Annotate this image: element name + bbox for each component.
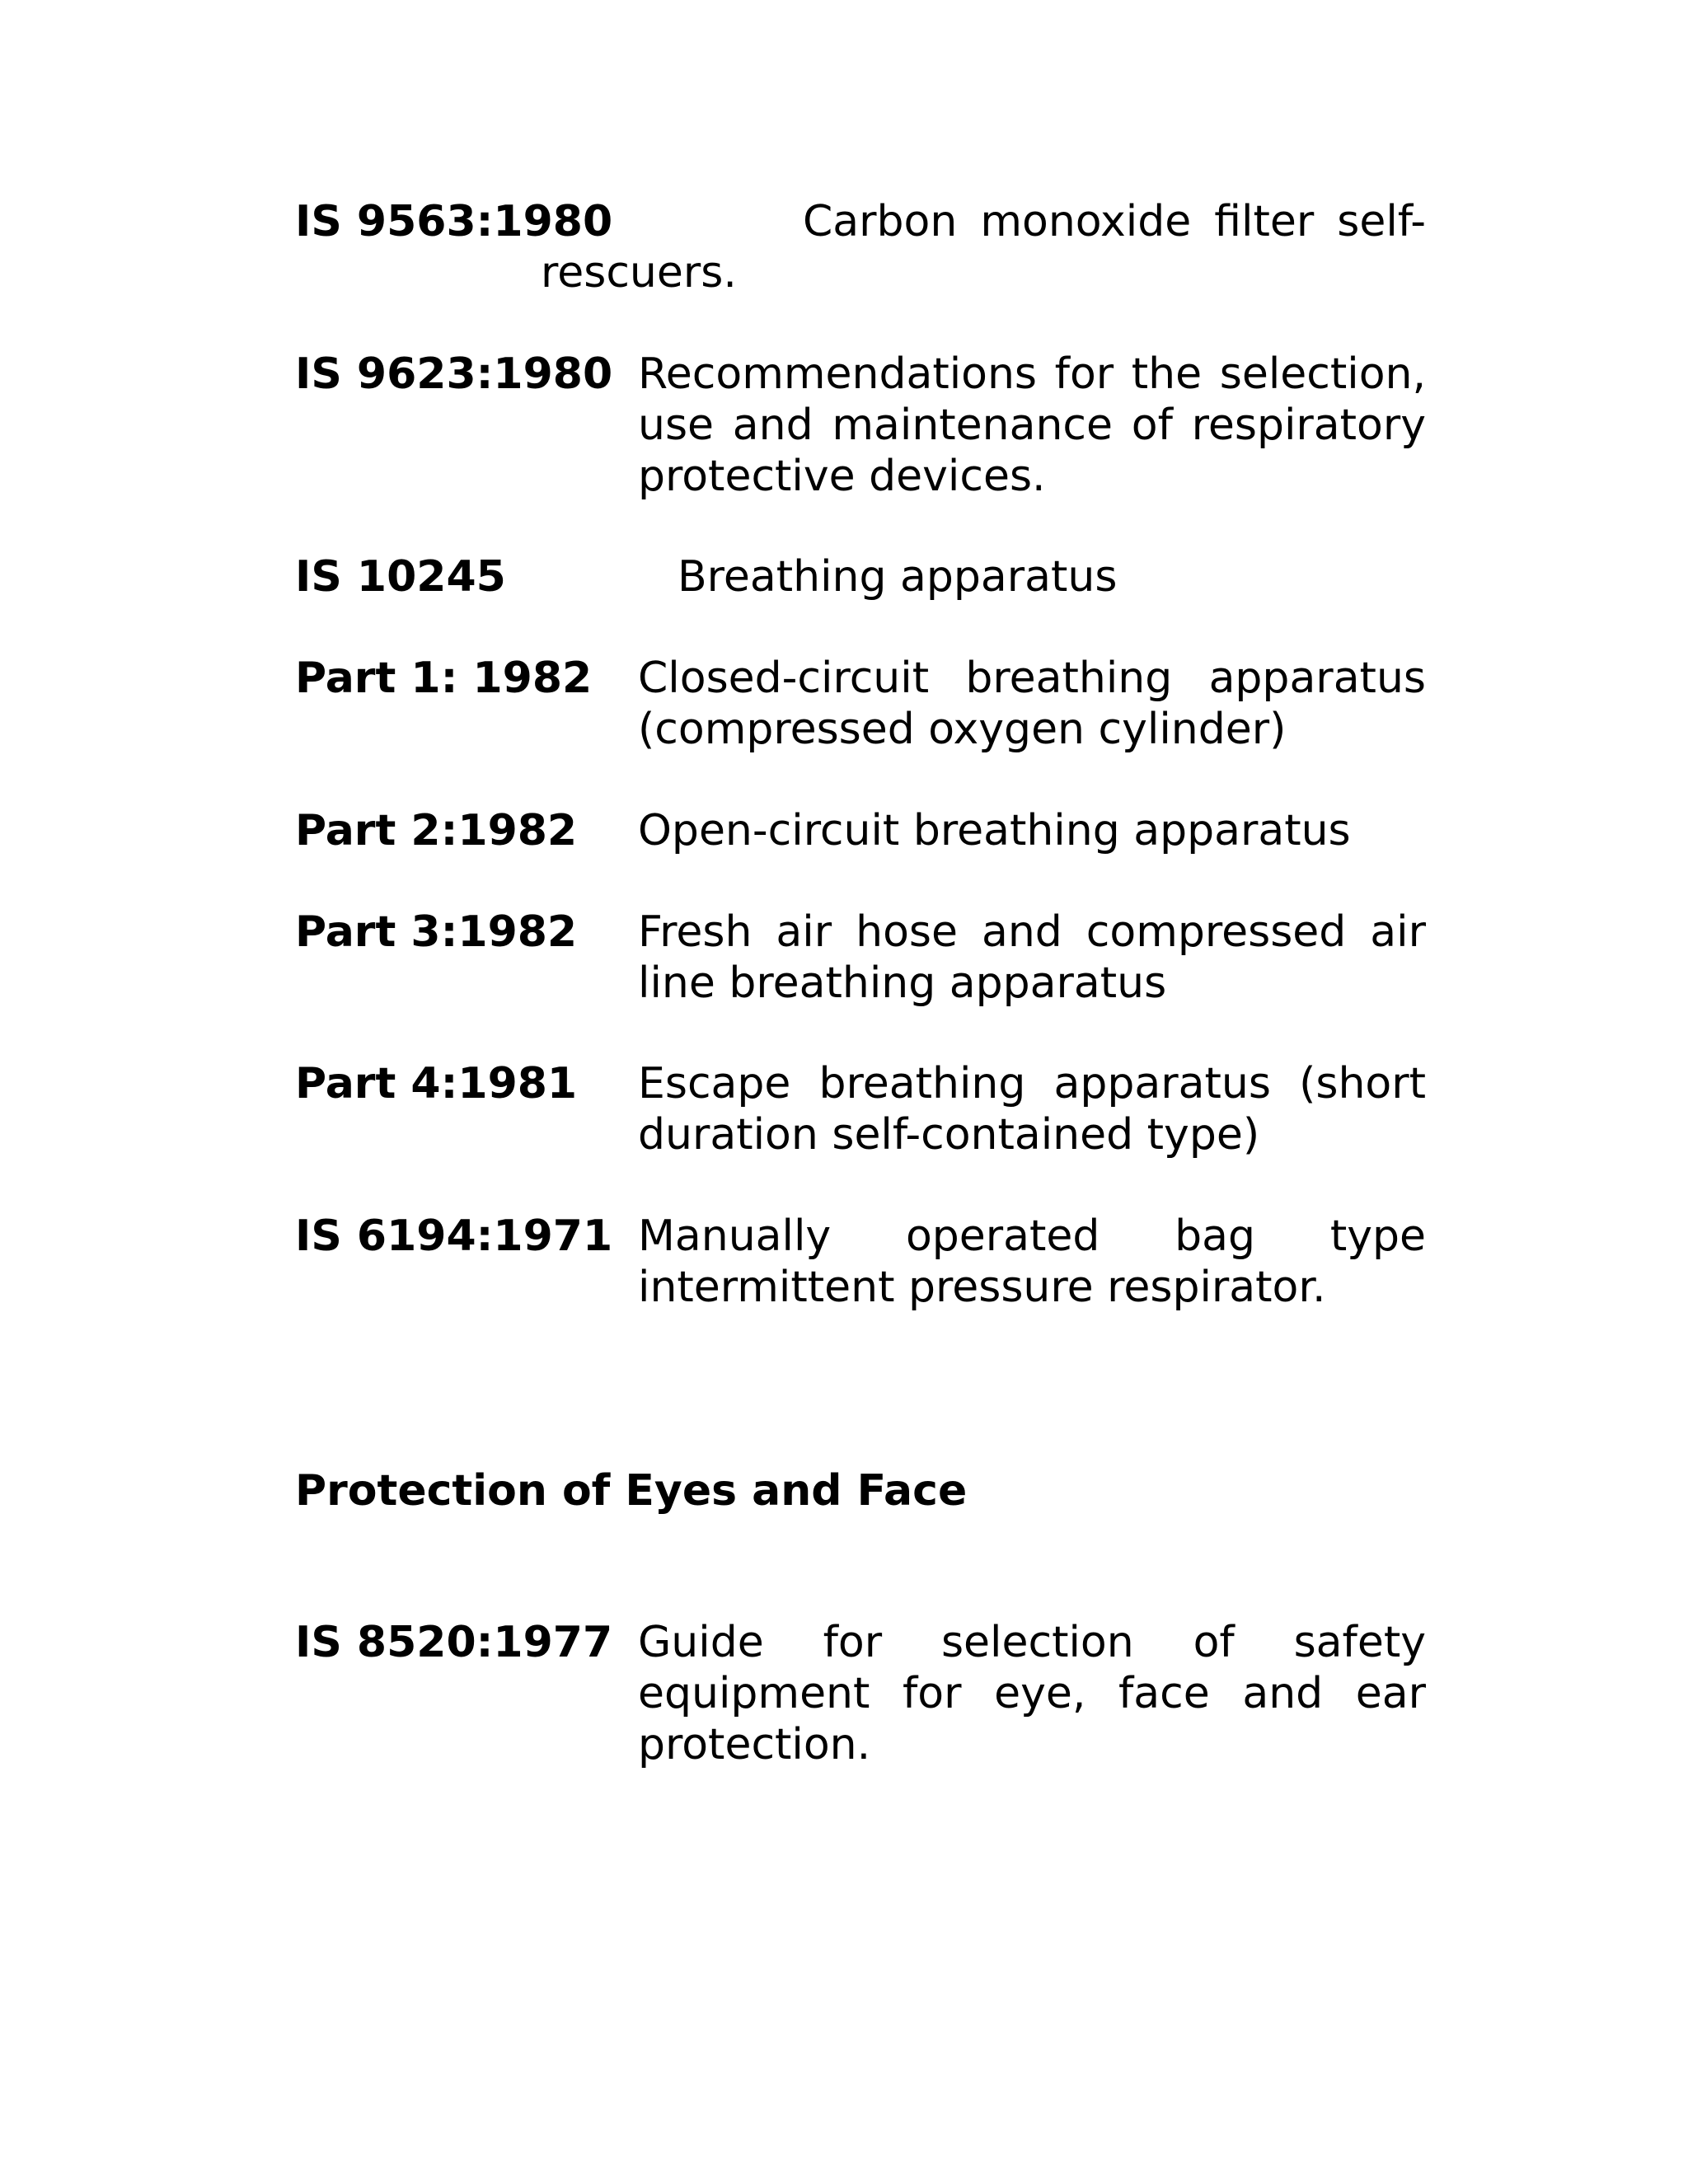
standard-description: Breathing apparatus [678,552,1118,602]
standard-description: Guide for selection of safety equipment for eye, face and ear protection. [638,1618,1426,1769]
standard-description: Manually operated bag type intermittent pressure respirator. [638,1212,1426,1312]
standard-code: IS 8520:1977 [295,1618,613,1667]
standard-description: Open-circuit breathing apparatus [638,806,1351,855]
section-heading: Protection of Eyes and Face [295,1466,968,1516]
standard-code: IS 6194:1971 [295,1212,613,1261]
standard-description: Carbon monoxide filter self- [803,197,1426,246]
standard-code: Part 4:1981 [295,1059,578,1108]
standard-description: Escape breathing apparatus (short duration self-contained type) [638,1059,1426,1160]
standard-code: Part 1: 1982 [295,654,593,703]
standard-code: Part 2:1982 [295,806,578,855]
standard-code: Part 3:1982 [295,907,578,957]
standard-description: Fresh air hose and compressed air line breathing apparatus [638,907,1426,1008]
standard-code: IS 10245 [295,552,506,602]
standard-code: IS 9563:1980 [295,197,613,246]
standard-code: IS 9623:1980 [295,349,613,399]
standard-description: Recommendations for the selection, use and maintenance of respiratory protective devices. [638,349,1426,501]
standard-description: Closed-circuit breathing apparatus (compressed oxygen cylinder) [638,654,1426,754]
standard-description-continued: rescuers. [541,248,737,298]
